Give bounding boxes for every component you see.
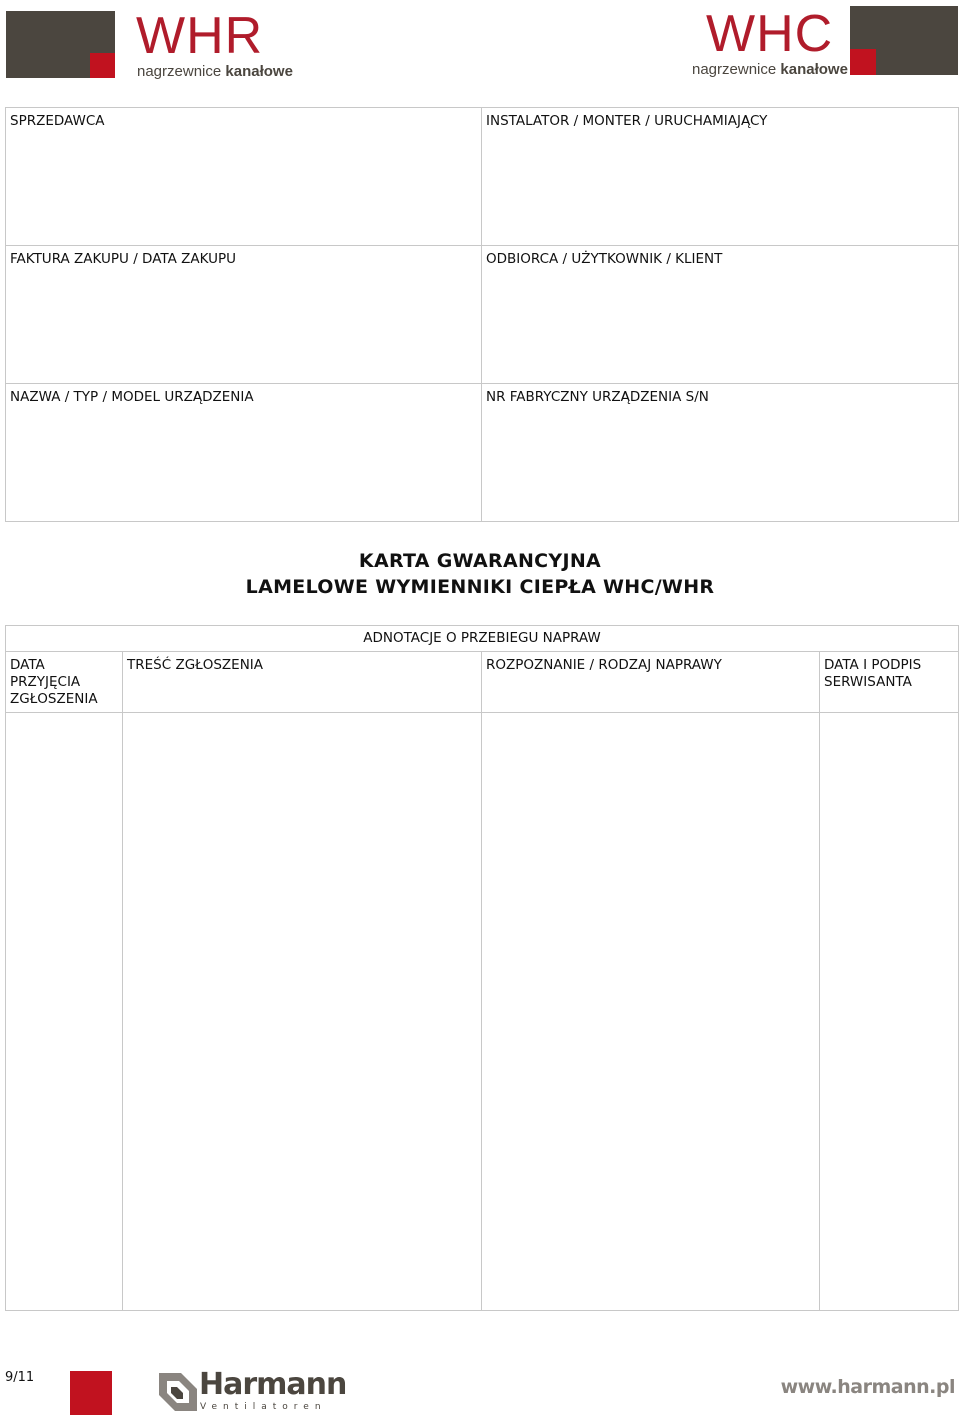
grid-line <box>122 651 123 1311</box>
column-header-date-received: DATA PRZYJĘCIA ZGŁOSZENIA <box>10 657 98 707</box>
whc-logo-tagline: nagrzewnice kanałowe <box>692 61 848 78</box>
grid-line <box>958 107 959 522</box>
repairs-table-caption: ADNOTACJE O PRZEBIEGU NAPRAW <box>363 630 601 646</box>
harmann-logo-text: Harmann <box>199 1367 347 1402</box>
invoice-field-label: FAKTURA ZAKUPU / DATA ZAKUPU <box>10 251 237 267</box>
serial-number-field-label: NR FABRYCZNY URZĄDZENIA S/N <box>486 389 709 405</box>
whr-logo-text: WHR <box>136 7 264 65</box>
grid-line <box>5 625 6 1311</box>
seller-field-label: SPRZEDAWCA <box>10 113 105 129</box>
harmann-logo-icon <box>159 1373 197 1411</box>
column-header-diagnosis: ROZPOZNANIE / RODZAJ NAPRAWY <box>486 657 722 673</box>
grid-line <box>5 521 959 522</box>
page-number: 9/11 <box>5 1370 35 1385</box>
grid-line <box>5 651 959 652</box>
whc-logo-text: WHC <box>706 5 834 63</box>
grid-line <box>5 107 6 522</box>
grid-line <box>5 107 959 108</box>
grid-line <box>5 625 959 626</box>
installer-field-label: INSTALATOR / MONTER / URUCHAMIAJĄCY <box>486 113 768 129</box>
grid-line <box>5 383 959 384</box>
logo-block-red <box>850 49 876 75</box>
grid-line <box>481 107 482 522</box>
grid-line <box>5 712 959 713</box>
grid-line <box>819 651 820 1311</box>
document-subtitle: LAMELOWE WYMIENNIKI CIEPŁA WHC/WHR <box>245 576 715 598</box>
customer-field-label: ODBIORCA / UŻYTKOWNIK / KLIENT <box>486 251 723 267</box>
grid-line <box>5 1310 959 1311</box>
logo-block-red <box>90 53 115 78</box>
grid-line <box>958 625 959 1311</box>
grid-line <box>5 245 959 246</box>
website-url: www.harmann.pl <box>780 1376 955 1398</box>
harmann-logo-subtext: Ventilatoren <box>200 1402 327 1412</box>
column-header-technician-signature: DATA I PODPIS SERWISANTA <box>824 657 922 690</box>
device-model-field-label: NAZWA / TYP / MODEL URZĄDZENIA <box>10 389 254 405</box>
document-title: KARTA GWARANCYJNA <box>358 550 602 572</box>
whr-logo-tagline: nagrzewnice kanałowe <box>137 63 293 80</box>
column-header-report-content: TREŚĆ ZGŁOSZENIA <box>127 657 264 673</box>
footer-red-block <box>70 1371 112 1415</box>
grid-line <box>481 651 482 1311</box>
